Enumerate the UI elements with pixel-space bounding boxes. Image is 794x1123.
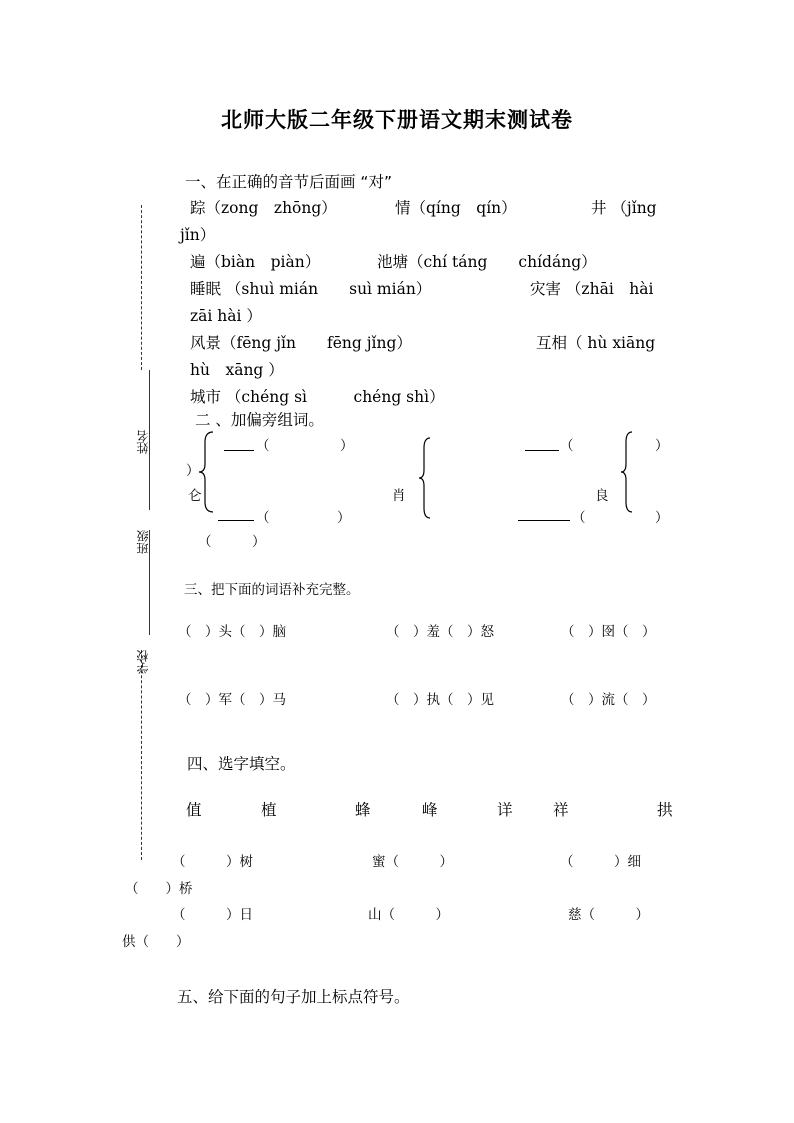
paren-open: （ <box>560 438 574 454</box>
s1-item-6: 睡眠 （shuì mián suì mián） <box>190 280 432 298</box>
choice-char: 峰 <box>422 801 438 819</box>
choice-char: 祥 <box>553 801 569 819</box>
s3-item-3: （ ）囹（ ） <box>561 624 656 640</box>
choice-char: 详 <box>497 801 513 819</box>
section2-heading: 二 、加偏旁组词。 <box>195 411 324 429</box>
s4-item-2: 蜜（ ） <box>372 854 453 870</box>
paren-close: ） <box>337 510 351 526</box>
s1-item-9-cont: hù xāng ） <box>190 361 284 379</box>
s1-item-10: 城市 （chéng sì chéng shì） <box>190 388 445 406</box>
s4-item-6: 慈（ ） <box>568 907 649 923</box>
s3-item-6: （ ）流（ ） <box>561 692 656 708</box>
paren-open: （ <box>256 438 270 454</box>
blank-line[interactable] <box>518 506 570 521</box>
s1-item-8: 风景（fēng jǐn fēng jǐng） <box>190 334 412 352</box>
s3-item-4: （ ）军（ ）马 <box>178 692 286 708</box>
section1-heading: 一、在正确的音节后面画 “对” <box>185 173 392 191</box>
s4-item-3: （ ）细 <box>560 854 641 870</box>
s1-item-4: 遍（biàn piàn） <box>190 253 321 271</box>
blank-line[interactable] <box>224 436 254 451</box>
s1-item-5: 池塘（chí táng chídáng） <box>377 253 597 271</box>
s1-item-3-cont: jǐn） <box>180 226 216 244</box>
s1-item-1: 踪（zong zhōng） <box>190 199 337 217</box>
radical-char-2: 肖 <box>392 488 406 504</box>
section3-heading: 三、把下面的词语补充完整。 <box>184 582 360 598</box>
brace-icon <box>418 436 432 520</box>
s4-item-3-cont: （ ）桥 <box>125 881 193 897</box>
s4-item-5: 山（ ） <box>368 907 449 923</box>
s3-item-1: （ ）头（ ）脑 <box>178 624 286 640</box>
s3-item-2: （ ）羞（ ）怒 <box>386 624 494 640</box>
choice-char: 拱 <box>657 801 673 819</box>
blank-line[interactable] <box>218 506 254 521</box>
paren-close: ） <box>655 438 669 454</box>
radical-char-1: 仑 <box>188 488 202 504</box>
blank-line[interactable] <box>525 436 559 451</box>
choice-char: 蜂 <box>355 801 371 819</box>
s1-item-7-cont: zāi hài ） <box>190 307 262 325</box>
paren-close: ） <box>655 510 669 526</box>
name-label: 姓名 <box>136 430 150 454</box>
binding-line-top <box>141 205 142 370</box>
choice-char: 植 <box>261 801 277 819</box>
s1-item-3: 井 （jǐng <box>591 199 657 217</box>
school-label: 学校 <box>136 650 150 674</box>
paren-close: ） <box>340 438 354 454</box>
paren-open: （ <box>572 510 586 526</box>
s1-item-7: 灾害 （zhāi hài <box>530 280 654 298</box>
s1-item-9: 互相（ hù xiāng <box>536 334 656 352</box>
s3-item-5: （ ）执（ ）见 <box>386 692 494 708</box>
class-label: 班级 <box>136 530 150 554</box>
choice-char: 值 <box>186 801 202 819</box>
brace-icon <box>620 430 634 514</box>
s4-item-4: （ ）日 <box>172 907 253 923</box>
s4-item-1: （ ）树 <box>172 854 253 870</box>
s1-item-2: 情（qíng qín） <box>395 199 517 217</box>
page-title: 北师大版二年级下册语文期末测试卷 <box>221 108 573 132</box>
s4-item-6-cont: 供（ ） <box>122 934 190 950</box>
radical-char-3: 良 <box>595 488 609 504</box>
paren-pair: （ ） <box>198 534 266 550</box>
binding-line-bottom <box>141 650 142 860</box>
section5-heading: 五、给下面的句子加上标点符号。 <box>177 988 410 1006</box>
section4-heading: 四、选字填空。 <box>187 755 296 773</box>
paren-close: ） <box>186 463 200 479</box>
paren-open: （ <box>256 510 270 526</box>
